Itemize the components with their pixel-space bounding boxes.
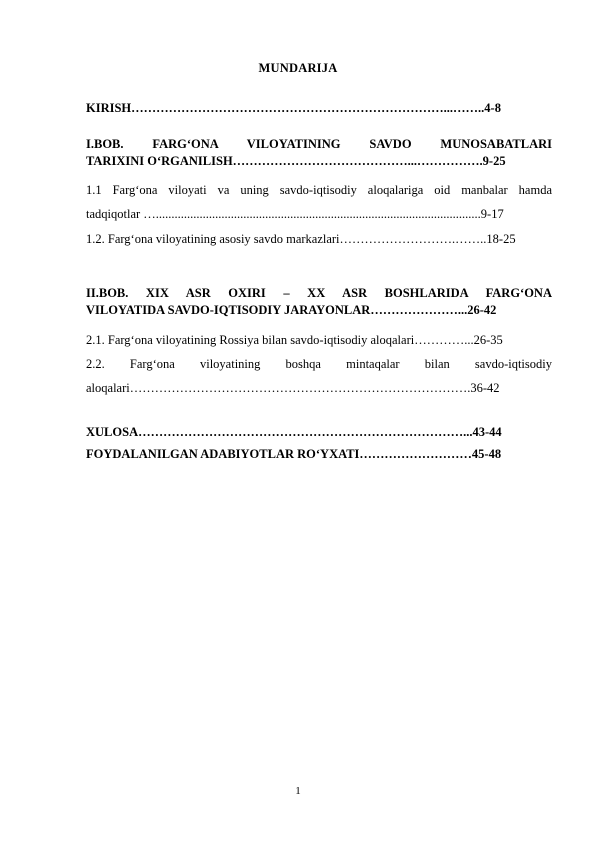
toc-entry-section-2-2-line-2: aloqalari……………………………………………………………………….36-42 [86,381,500,395]
toc-entry-chapter-1-line-1: I.BOB. FARG‘ONA VILOYATINING SAVDO MUNOSABATLARI [86,137,552,151]
toc-entry-section-1-1-line-2: tadqiqotlar …........................................................................................................9-17 [86,207,504,221]
page-number: 1 [295,785,301,797]
toc-entry-section-1-2: 1.2. Farg‘ona viloyatining asosiy savdo markazlari……………………….……..18-25 [86,232,516,246]
toc-title: MUNDARIJA [258,61,338,75]
toc-entry-chapter-1-line-2: TARIXINI O‘RGANILISH……………………………………...…………….9-25 [86,154,506,168]
toc-entry-xulosa: XULOSA……………………………………………………………………...43-44 [86,425,502,439]
toc-entry-chapter-2-line-1: II.BOB. XIX ASR OXIRI – XX ASR BOSHLARIDA FARG‘ONA [86,286,552,300]
toc-entry-section-2-2-line-1: 2.2. Farg‘ona viloyatining boshqa mintaqalar bilan savdo-iqtisodiy [86,357,552,371]
toc-entry-section-1-1-line-1: 1.1 Farg‘ona viloyati va uning savdo-iqtisodiy aloqalariga oid manbalar hamda [86,183,552,197]
toc-entry-chapter-2-line-2: VILOYATIDA SAVDO-IQTISODIY JARAYONLAR…………………...26-42 [86,303,497,317]
toc-entry-section-2-1: 2.1. Farg‘ona viloyatining Rossiya bilan savdo-iqtisodiy aloqalari…………...26-35 [86,333,503,347]
toc-entry-kirish: KIRISH…………………………………………………………………...……..4-8 [86,101,501,115]
toc-entry-bibliography: FOYDALANILGAN ADABIYOTLAR RO‘YXATI………………………45-48 [86,447,502,461]
